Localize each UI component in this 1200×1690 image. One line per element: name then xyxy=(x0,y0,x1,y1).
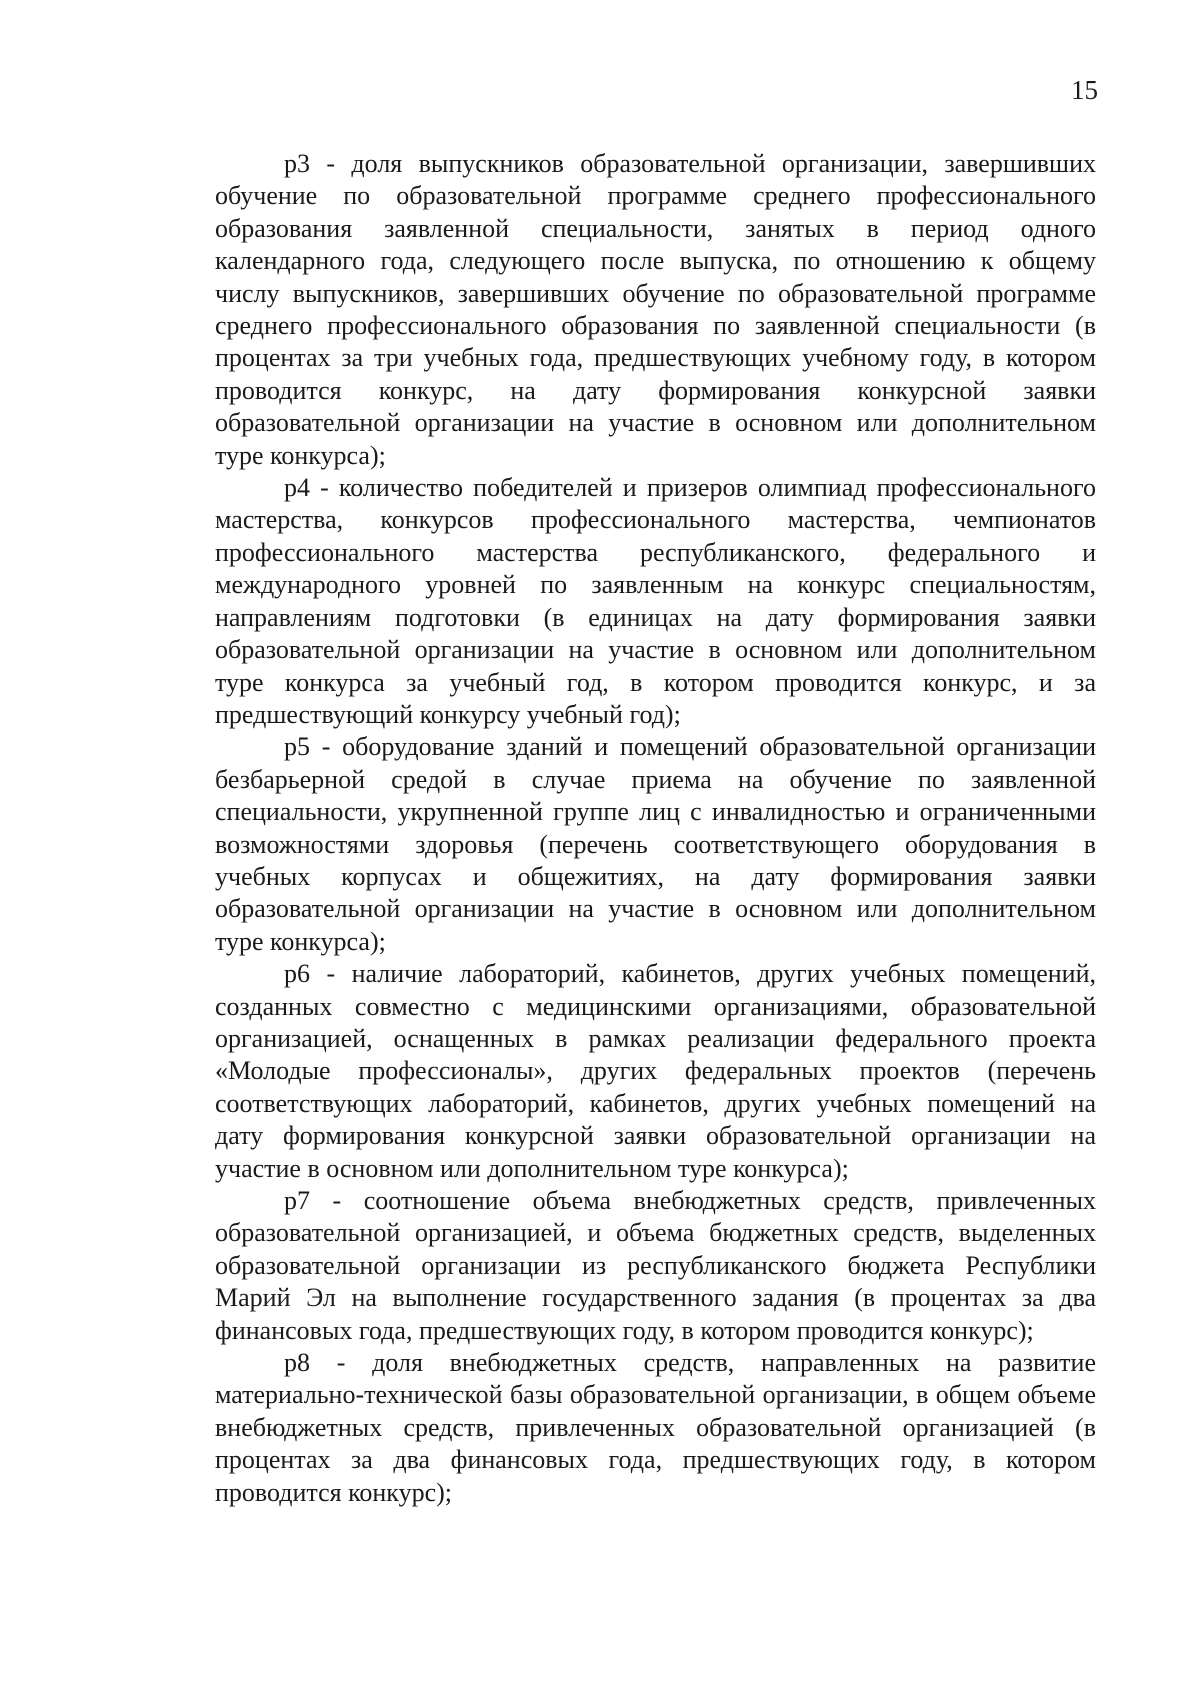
document-body xyxy=(215,148,1096,1509)
paragraph-p8: p8 - доля внебюджетных средств, направленных на развитие материально-технической базы образовательной организации, в общем объеме внебюджетных средств, привлеченных образовательной организацией (в процентах за два финансовых года, предшествующих году, в котором проводится конкурс); xyxy=(215,1348,1096,1507)
paragraph-p4: p4 - количество победителей и призеров олимпиад профессионального мастерства, конкурсов профессионального мастерства, чемпионатов профессионального мастерства республиканского, федерального и международного уровней по заявленным на конкурс специальностям, направлениям подготовки (в единицах на дату формирования заявки образовательной организации на участие в основном или дополнительном туре конкурса за учебный год, в котором проводится конкурс, и за предшествующий конкурсу учебный год); xyxy=(215,473,1096,729)
paragraph-p7: p7 - соотношение объема внебюджетных средств, привлеченных образовательной организацией, и объема бюджетных средств, выделенных образовательной организации из республиканского бюджета Республики Марий Эл на выполнение государственного задания (в процентах за два финансовых года, предшествующих году, в котором проводится конкурс); xyxy=(215,1186,1096,1345)
paragraph-p3: p3 - доля выпускников образовательной организации, завершивших обучение по образовательной программе среднего профессионального образования заявленной специальности, занятых в период одного календарного года, следующего после выпуска, по отношению к общему числу выпускников, завершивших обучение по образовательной программе среднего профессионального образования по заявленной специальности (в процентах за три учебных года, предшествующих учебному году, в котором проводится конкурс, на дату формирования конкурсной заявки образовательной организации на участие в основном или дополнительном туре конкурса); xyxy=(215,149,1096,470)
paragraph-p6: p6 - наличие лабораторий, кабинетов, других учебных помещений, созданных совместно с медицинскими организациями, образовательной организацией, оснащенных в рамках реализации федерального проекта «Молодые профессионалы», других федеральных проектов (перечень соответствующих лабораторий, кабинетов, других учебных помещений на дату формирования конкурсной заявки образовательной организации на участие в основном или дополнительном туре конкурса); xyxy=(215,959,1096,1183)
paragraph-p5: p5 - оборудование зданий и помещений образовательной организации безбарьерной средой в случае приема на обучение по заявленной специальности, укрупненной группе лиц с инвалидностью и ограниченными возможностями здоровья (перечень соответствующего оборудования в учебных корпусах и общежитиях, на дату формирования заявки образовательной организации на участие в основном или дополнительном туре конкурса); xyxy=(215,732,1096,956)
page-number: 15 xyxy=(1071,75,1098,105)
